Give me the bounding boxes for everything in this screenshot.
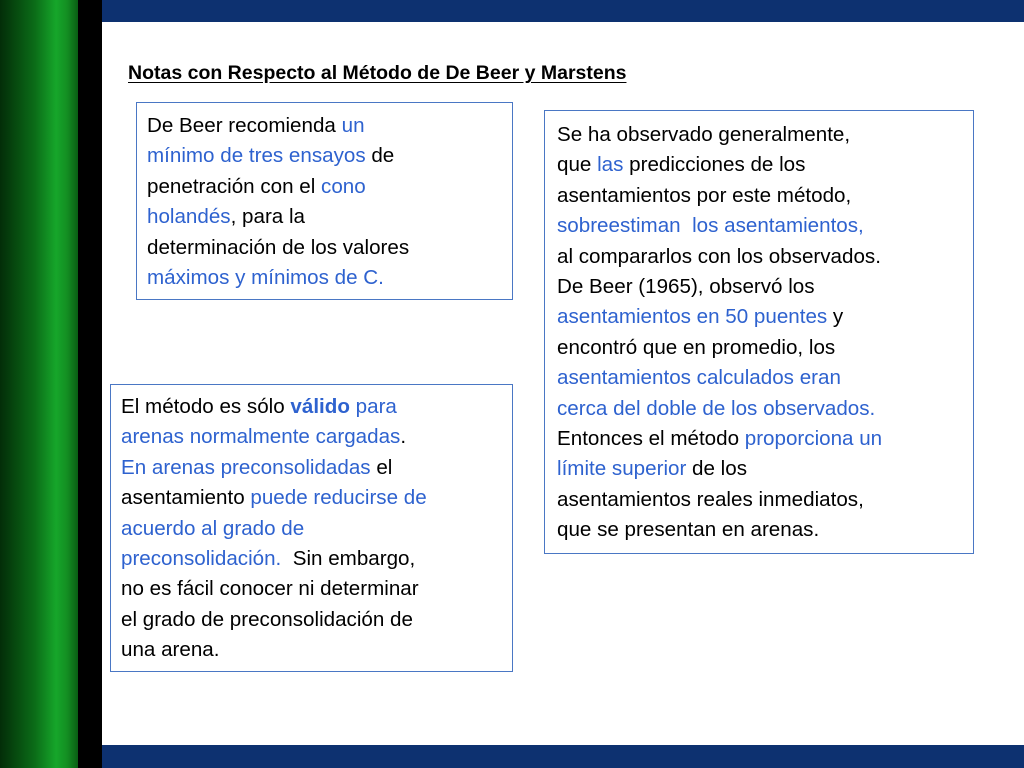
note-line xyxy=(121,635,512,665)
note-text-segment: puede reducirse de xyxy=(250,486,427,510)
note-text-segment: El método es sólo xyxy=(121,395,291,418)
note-text-segment: que se presentan en arenas. xyxy=(557,518,820,542)
note-text-segment: determinación de los valores xyxy=(147,235,410,259)
note-text-segment: no es fácil conocer ni determinar xyxy=(121,577,419,601)
note-line xyxy=(557,242,973,272)
note-line xyxy=(121,422,512,452)
note-text-segment: que xyxy=(557,153,598,177)
note-line xyxy=(147,111,512,141)
note-text-segment: preconsolidación. xyxy=(121,547,282,571)
bottom-blue-strip xyxy=(102,745,1024,768)
note-text-segment: asentamientos por este método, xyxy=(557,183,852,207)
note-text-segment: acuerdo al grado de xyxy=(121,516,305,540)
note-text-segment: asentamientos reales inmediatos, xyxy=(557,487,864,511)
note-line xyxy=(557,302,973,332)
note-line xyxy=(557,333,973,363)
note-line xyxy=(557,515,973,545)
note-text-segment: arenas normalmente cargadas xyxy=(121,425,401,449)
note-text-segment: y xyxy=(827,305,844,329)
note-text-segment: un xyxy=(341,114,365,137)
slide-title: Notas con Respecto al Método de De Beer y Marstens xyxy=(128,62,627,84)
note-line xyxy=(557,424,973,454)
slide-content xyxy=(102,22,1024,745)
note-box-settlement-observations xyxy=(544,110,974,554)
note-text-segment: mínimo de tres ensayos xyxy=(147,144,366,168)
note-line xyxy=(557,363,973,393)
note-line xyxy=(557,211,973,241)
note-line xyxy=(121,574,512,604)
note-line xyxy=(147,141,512,171)
note-text-segment: límite superior xyxy=(557,457,687,481)
note-text-segment: Entonces el método xyxy=(557,427,745,451)
note-text-segment: asentamiento xyxy=(121,486,251,510)
note-text-segment: de xyxy=(365,144,395,168)
note-text-segment: cono xyxy=(321,174,366,198)
note-text-segment: asentamientos calculados eran xyxy=(557,366,841,390)
note-box-cone-tests xyxy=(136,102,513,300)
note-line xyxy=(557,454,973,484)
note-text-segment: máximos y mínimos de C. xyxy=(147,266,384,290)
note-line xyxy=(147,263,512,293)
note-text-segment: válido xyxy=(290,395,350,418)
note-text-segment: En arenas preconsolidadas xyxy=(121,455,371,479)
note-line xyxy=(557,150,973,180)
decorative-green-sidebar xyxy=(0,0,78,768)
note-text-segment: asentamientos en 50 puentes xyxy=(557,305,828,329)
note-box-method-validity xyxy=(110,384,513,672)
note-text-segment: proporciona un xyxy=(744,427,883,451)
note-text-segment: holandés xyxy=(147,205,231,229)
note-line xyxy=(121,453,512,483)
note-line xyxy=(557,394,973,424)
note-line xyxy=(147,172,512,202)
note-line xyxy=(147,233,512,263)
note-line xyxy=(121,514,512,544)
note-line xyxy=(121,544,512,574)
note-text-segment: el grado de preconsolidación de xyxy=(121,607,413,631)
note-line xyxy=(121,605,512,635)
note-text-segment: de los xyxy=(686,457,748,481)
note-line xyxy=(557,272,973,302)
note-line xyxy=(121,483,512,513)
note-line xyxy=(557,485,973,515)
top-blue-strip xyxy=(102,0,1024,22)
note-line xyxy=(147,202,512,232)
note-text-segment: al compararlos con los observados. xyxy=(557,244,881,268)
note-text-segment: el xyxy=(370,455,393,479)
note-text-segment: sobreestiman los asentamientos, xyxy=(557,214,864,238)
note-text-segment: Se ha observado generalmente, xyxy=(557,123,851,146)
note-text-segment: encontró que en promedio, los xyxy=(557,335,836,359)
note-text-segment: para xyxy=(349,395,397,418)
note-text-segment: Sin embargo, xyxy=(281,547,416,571)
note-text-segment: las xyxy=(597,153,624,177)
decorative-black-sidebar xyxy=(78,0,102,768)
note-text-segment: , para la xyxy=(230,205,306,229)
note-text-segment: una arena. xyxy=(121,638,220,662)
note-text-segment: penetración con el xyxy=(147,174,322,198)
note-text-segment: De Beer recomienda xyxy=(147,114,342,137)
note-text-segment: De Beer (1965), observó los xyxy=(557,275,815,299)
note-line xyxy=(557,120,973,150)
note-text-segment: cerca del doble de los observados. xyxy=(557,396,876,420)
note-text-segment: . xyxy=(400,425,407,449)
note-text-segment: predicciones de los xyxy=(623,153,806,177)
note-line xyxy=(121,392,512,422)
note-line xyxy=(557,181,973,211)
